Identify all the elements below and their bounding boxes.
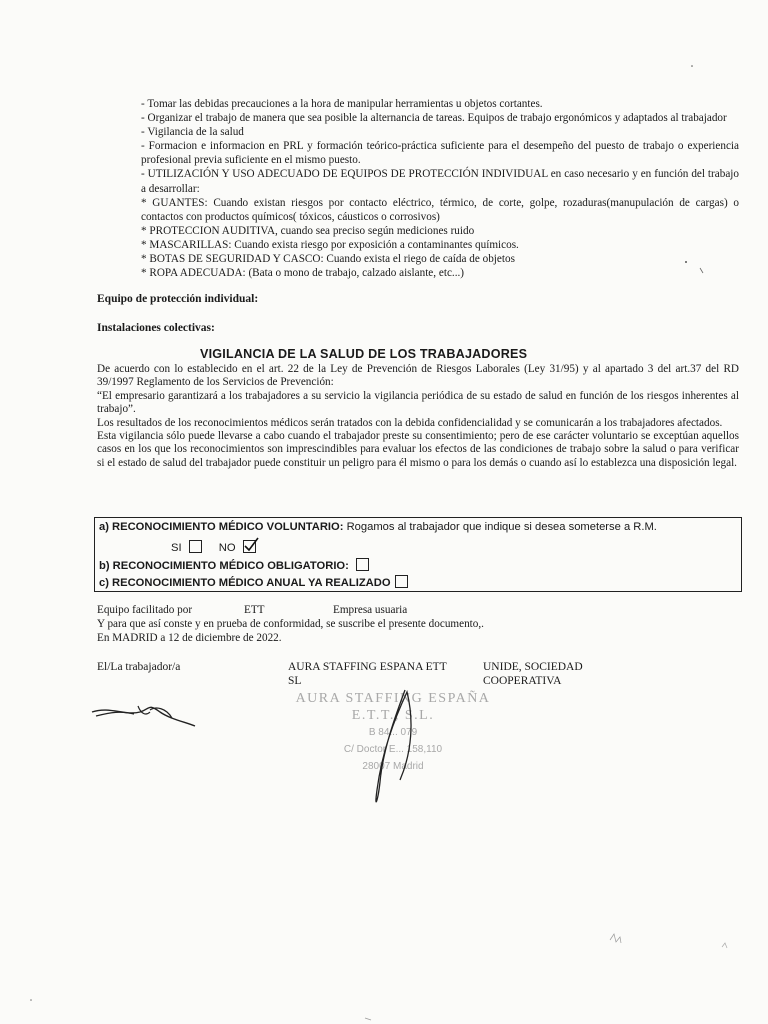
client-name-line: UNIDE, SOCIEDAD [483, 661, 583, 673]
company-signature [376, 690, 411, 802]
paragraph: De acuerdo con lo establecido en el art. 22 de la Ley de Prevención de Riesgos Laborales (Ley 31/95) y al apartado 3 del art.37 del RD 39/1997 Reglamento de los Servicios de Prevención: [97, 363, 739, 389]
measure-item: - Tomar las debidas precauciones a la hora de manipular herramientas u objetos cortantes. [141, 98, 543, 110]
measure-item: - UTILIZACIÓN Y USO ADECUADO DE EQUIPOS DE PROTECCIÓN INDIVIDUAL en caso necesario y en función del trabajo a desarrollar: [141, 168, 739, 195]
ett-label: ETT [244, 604, 265, 616]
equipo-label: Equipo facilitado por [97, 604, 193, 616]
worker-signature [92, 707, 195, 726]
measure-item: - Organizar el trabajo de manera que sea posible la alternancia de tareas. Equipos de trabajo ergonómicos y adaptados al trabajador [141, 112, 727, 125]
paragraph: “El empresario garantizará a los trabajadores a su servicio la vigilancia periódica de su estado de salud en función de los riesgos inherentes al trabajo”. [97, 389, 739, 416]
measure-item: * PROTECCION AUDITIVA, cuando sea preciso según mediciones ruido [141, 224, 475, 237]
collective-label: Instalaciones colectivas: [97, 322, 215, 334]
voluntary-exam-label: a) RECONOCIMIENTO MÉDICO VOLUNTARIO: [99, 521, 344, 533]
conformity-text: Y para que así conste y en prueba de conformidad, se suscribe el presente documento,. [97, 618, 484, 630]
no-label: NO [218, 542, 236, 554]
company-name-line: AURA STAFFING ESPANA ETT [288, 661, 447, 673]
empresa-usuaria-label: Empresa usuaria [333, 604, 408, 616]
section-title: VIGILANCIA DE LA SALUD DE LOS TRABAJADORES [200, 347, 528, 361]
measure-item: - Vigilancia de la salud [141, 126, 244, 139]
stamp-line: 28007 Madrid [362, 761, 424, 772]
paragraph: Esta vigilancia sólo puede llevarse a cabo cuando el trabajador preste su consentimiento; pero de ese carácter voluntario se exceptúan aquellos casos en los que los reconocimientos son imprescindibles para evaluar los efectos de las condiciones de trabajo sobre la salud o para verificar si el estado de salud del trabajador puede constituir un peligro para él mismo o para los demás o cuando así lo establezca una disposición legal. [97, 430, 739, 469]
place-date: En MADRID a 12 de diciembre de 2022. [97, 632, 282, 644]
si-label: SI [171, 542, 182, 554]
stamp-line: B 84... 079 [368, 727, 418, 738]
stamp-line: AURA STAFFING ESPAÑA E.T.T., S.L. [295, 691, 491, 723]
annual-exam-label: c) RECONOCIMIENTO MÉDICO ANUAL YA REALIZADO [99, 577, 391, 589]
paragraph: Los resultados de los reconocimientos médicos serán tratados con la debida confidencialidad y se comunicarán a los trabajadores afectados. [97, 416, 723, 429]
measure-item: - Formacion e informacion en PRL y formación teórico-práctica suficiente para el desempeño del puesto de trabajo o experiencia profesional previa suficiente en el mismo puesto. [141, 140, 739, 167]
stamp-line: C/ Doctor E... 158,110 [343, 744, 443, 755]
measure-item: * ROPA ADECUADA: (Bata o mono de trabajo, calzado aislante, etc...) [141, 267, 465, 280]
worker-signature-label: El/La trabajador/a [97, 661, 181, 673]
company-name-line: SL [288, 675, 302, 687]
measure-item: * MASCARILLAS: Cuando exista riesgo por exposición a contaminantes químicos. [141, 238, 519, 251]
client-name-line: COOPERATIVA [483, 675, 562, 687]
voluntary-exam-text: Rogamos al trabajador que indique si desea someterse a R.M. [346, 521, 657, 533]
epi-label: Equipo de protección individual: [97, 293, 259, 305]
measure-item: * BOTAS DE SEGURIDAD Y CASCO: Cuando exista el riego de caída de objetos [141, 253, 515, 266]
mandatory-exam-label: b) RECONOCIMIENTO MÉDICO OBLIGATORIO: [99, 560, 349, 572]
measure-item: * GUANTES: Cuando existan riesgos por contacto eléctrico, térmico, de corte, golpe, rozaduras(manupulación de cargas) o contactos con productos químicos( tóxicos, cáusticos o corrosivos) [141, 196, 739, 223]
